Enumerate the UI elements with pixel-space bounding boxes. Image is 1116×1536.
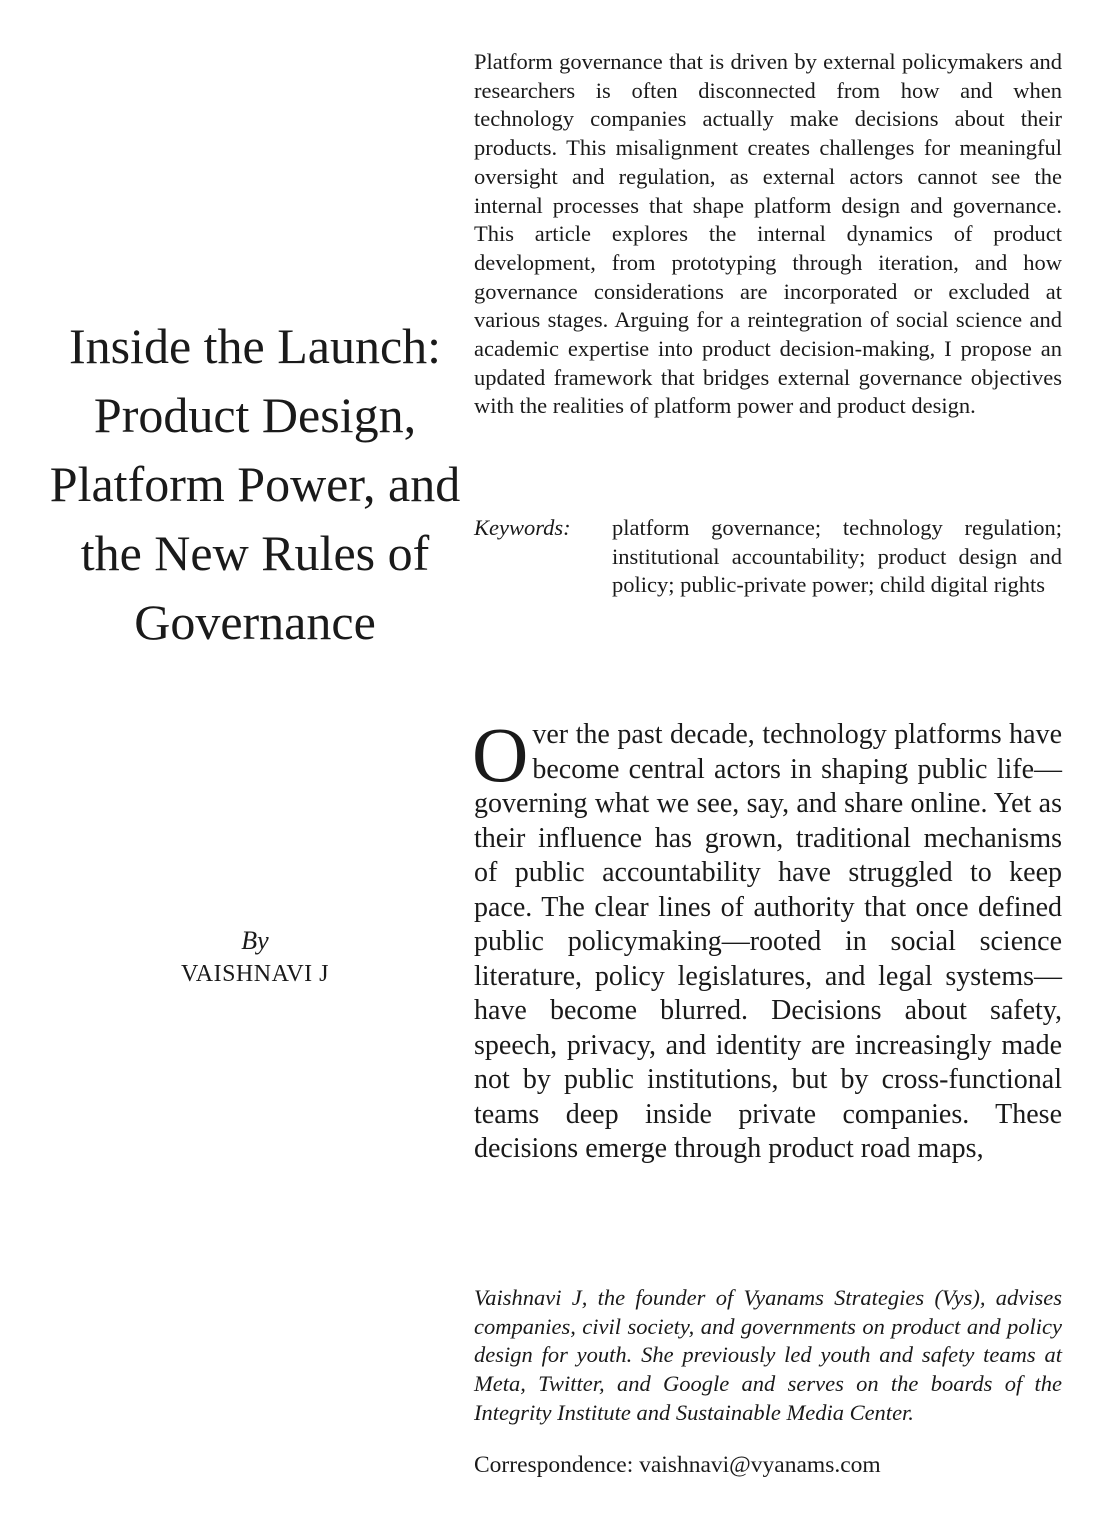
byline-by-label: By	[241, 926, 269, 955]
abstract: Platform governance that is driven by external policymakers and researchers is often disconnected from how and when technology companies actually make decisions about their products. This misalignment creates challenges for meaningful oversight and regulation, as external actors cannot see the internal processes that shape platform design and governance. This article explores the internal dynamics of product development, from prototyping through iteration, and how governance considerations are incorporated or excluded at various stages. Arguing for a reintegration of social science and academic expertise into product decision-making, I propose an updated framework that bridges external governance objectives with the realities of platform power and product design.	[474, 49, 1062, 419]
content-column	[472, 48, 1062, 1478]
byline	[40, 924, 470, 990]
keywords-block	[474, 514, 1062, 600]
body-text: ver the past decade, technology platforms have become central actors in shaping public life—governing what we see, say, and share online. Yet as their influence has grown, traditional mechanisms of public accountability have struggled to keep pace. The clear lines of authority that once defined public policymaking—rooted in social science literature, policy legislatures, and legal systems—have become blurred. Decisions about safety, speech, privacy, and identity are increasingly made not by public institutions, but by cross-functional teams deep inside private companies. These decisions emerge through product road maps,	[474, 719, 1062, 1164]
byline-author: VAISHNAVI J	[181, 961, 329, 987]
author-bio: Vaishnavi J, the founder of Vyanams Strategies (Vys), advises companies, civil society, and governments on product and policy design for youth. She previously led youth and safety teams at Meta, Twitter, and Google and serves on the boards of the Integrity Institute and Sustainable Media Center.	[474, 1285, 1062, 1425]
body-paragraph	[472, 711, 1062, 1167]
correspondence: Correspondence: vaishnavi@vyanams.com	[474, 1452, 881, 1478]
drop-cap: O	[472, 711, 529, 798]
keywords-text: platform governance; technology regulation; institutional accountability; product design and policy; public-private power; child digital rights	[612, 515, 1062, 598]
keywords-label: Keywords:	[474, 515, 571, 540]
article-title: Inside the Launch: Product Design, Platform Power, and the New Rules of Governance	[49, 318, 461, 650]
